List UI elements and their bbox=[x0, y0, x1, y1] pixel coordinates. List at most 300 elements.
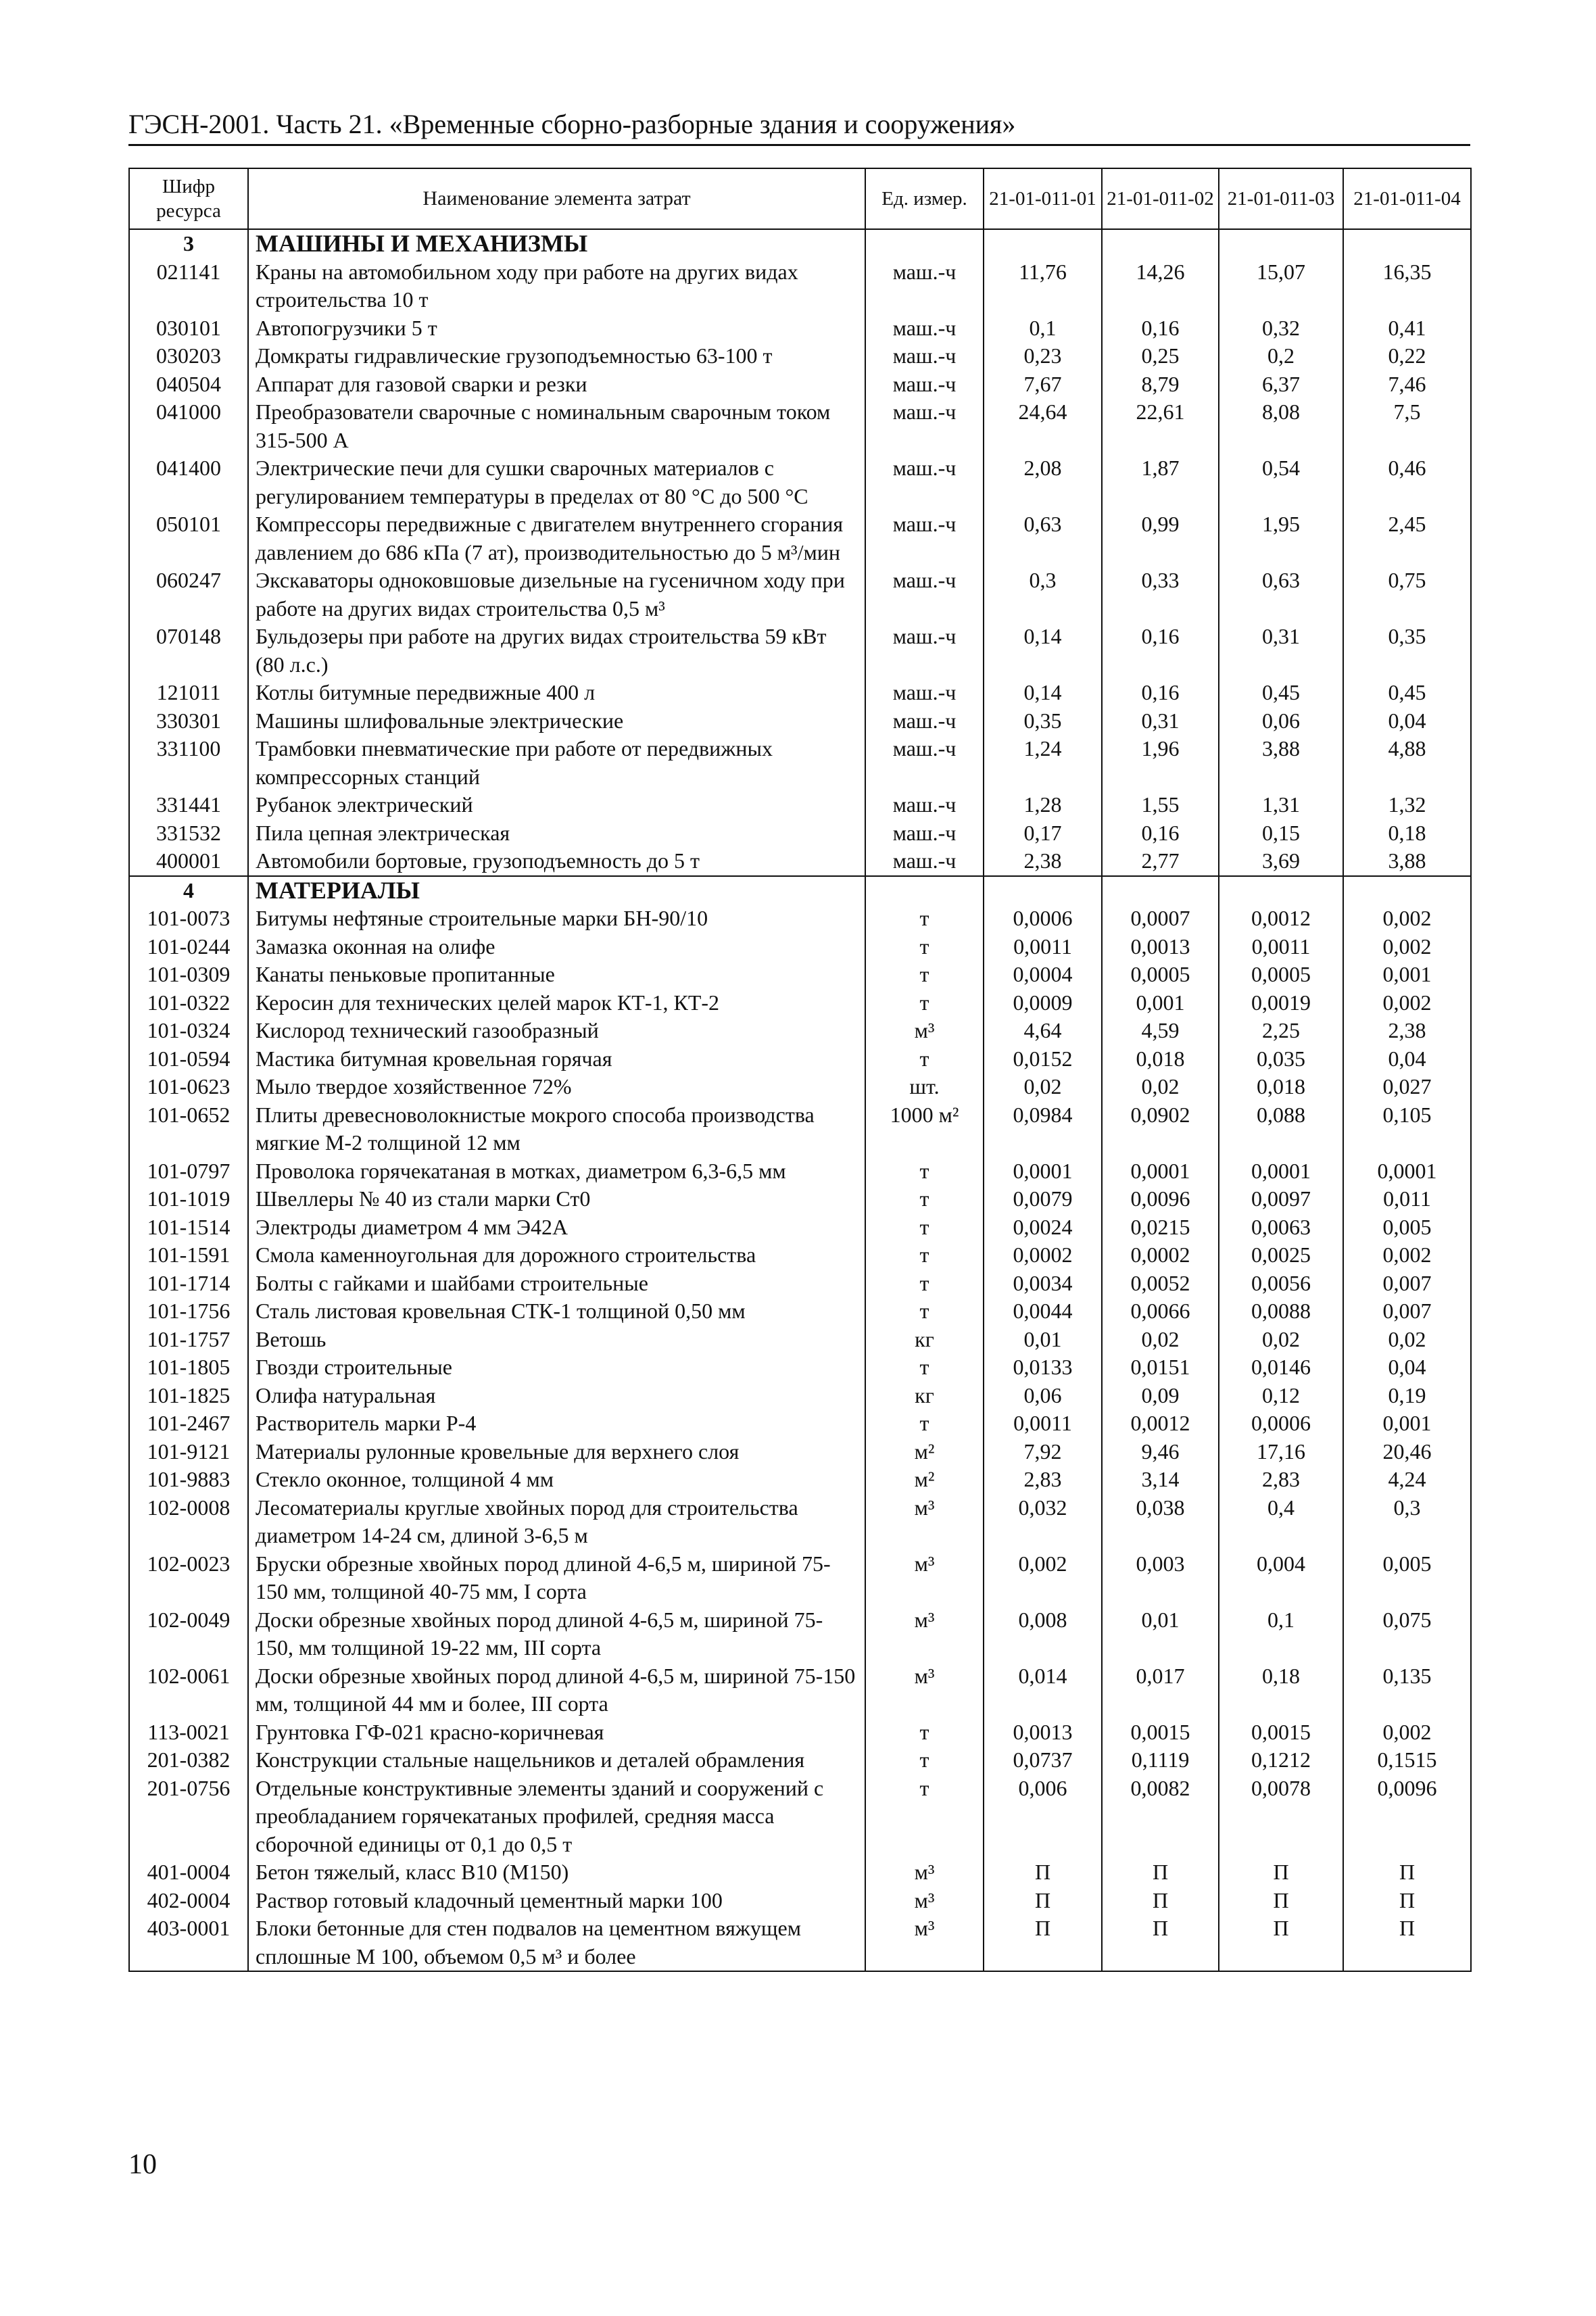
norm-value: 2,77 bbox=[1102, 847, 1219, 876]
norm-value: 0,007 bbox=[1343, 1297, 1471, 1326]
unit-cell: т bbox=[865, 933, 984, 961]
norm-value: 0,0007 bbox=[1102, 904, 1219, 933]
norm-value: 0,63 bbox=[1219, 566, 1343, 623]
column-header: 21-01-011-02 bbox=[1102, 168, 1219, 229]
resource-code: 101-1805 bbox=[129, 1353, 248, 1382]
table-row bbox=[129, 679, 1471, 707]
norm-value: 0,0002 bbox=[984, 1241, 1102, 1270]
norm-value: 0,006 bbox=[984, 1775, 1102, 1859]
unit-cell: м² bbox=[865, 1438, 984, 1466]
norm-value: 7,5 bbox=[1343, 398, 1471, 454]
resource-code: 050101 bbox=[129, 510, 248, 566]
norm-value: 0,06 bbox=[984, 1382, 1102, 1410]
column-header: 21-01-011-03 bbox=[1219, 168, 1343, 229]
norm-value: 0,018 bbox=[1219, 1073, 1343, 1101]
resource-code: 041400 bbox=[129, 454, 248, 510]
unit-cell: т bbox=[865, 1270, 984, 1298]
table-row bbox=[129, 398, 1471, 454]
resource-name: Доски обрезные хвойных пород длиной 4-6,5 м, шириной 75-150 мм, толщиной 44 мм и более, III сорта bbox=[248, 1662, 865, 1718]
resource-name: Мастика битумная кровельная горячая bbox=[248, 1045, 865, 1073]
norm-value: 0,99 bbox=[1102, 510, 1219, 566]
resource-code: 101-0309 bbox=[129, 961, 248, 989]
norm-value: 0,3 bbox=[984, 566, 1102, 623]
norm-value: 0,003 bbox=[1102, 1550, 1219, 1606]
page-number: 10 bbox=[128, 2149, 157, 2180]
resource-name: Компрессоры передвижные с двигателем внутреннего сгорания давлением до 686 кПа (7 ат), производительностью до 5 м³/мин bbox=[248, 510, 865, 566]
unit-cell: т bbox=[865, 1409, 984, 1438]
page-header bbox=[128, 108, 1470, 146]
table-row bbox=[129, 1326, 1471, 1354]
resource-name: Автопогрузчики 5 т bbox=[248, 314, 865, 343]
resource-code: 060247 bbox=[129, 566, 248, 623]
norm-value: 4,24 bbox=[1343, 1466, 1471, 1494]
table-row bbox=[129, 1213, 1471, 1242]
norm-value: 7,92 bbox=[984, 1438, 1102, 1466]
empty-cell bbox=[1102, 876, 1219, 905]
resource-code: 330301 bbox=[129, 707, 248, 735]
unit-cell: м³ bbox=[865, 1550, 984, 1606]
norm-value: 0,105 bbox=[1343, 1101, 1471, 1157]
norm-value: 22,61 bbox=[1102, 398, 1219, 454]
table-row bbox=[129, 1494, 1471, 1550]
unit-cell: т bbox=[865, 904, 984, 933]
norm-value: 0,16 bbox=[1102, 679, 1219, 707]
norm-value: 2,25 bbox=[1219, 1017, 1343, 1045]
table-row bbox=[129, 933, 1471, 961]
norm-value: 0,17 bbox=[984, 819, 1102, 848]
unit-cell: маш.-ч bbox=[865, 314, 984, 343]
norm-value: П bbox=[984, 1914, 1102, 1971]
norm-value: 1,28 bbox=[984, 791, 1102, 819]
norm-value: 0,075 bbox=[1343, 1606, 1471, 1662]
norm-value: 0,22 bbox=[1343, 342, 1471, 370]
resource-code: 113-0021 bbox=[129, 1718, 248, 1747]
norm-value: 0,02 bbox=[1102, 1073, 1219, 1101]
norm-value: 0,0012 bbox=[1102, 1409, 1219, 1438]
norm-value: 0,0004 bbox=[984, 961, 1102, 989]
norm-value: 6,37 bbox=[1219, 370, 1343, 399]
unit-cell: маш.-ч bbox=[865, 566, 984, 623]
norm-value: 0,12 bbox=[1219, 1382, 1343, 1410]
unit-cell: т bbox=[865, 1241, 984, 1270]
norm-value: 0,001 bbox=[1343, 1409, 1471, 1438]
table-row bbox=[129, 1914, 1471, 1971]
norm-value: 0,0013 bbox=[984, 1718, 1102, 1747]
norm-value: 0,0078 bbox=[1219, 1775, 1343, 1859]
resource-name: Автомобили бортовые, грузоподъемность до 5 т bbox=[248, 847, 865, 876]
table-row bbox=[129, 1746, 1471, 1775]
table-row bbox=[129, 510, 1471, 566]
norm-value: 0,0006 bbox=[1219, 1409, 1343, 1438]
norm-value: 0,0133 bbox=[984, 1353, 1102, 1382]
resource-code: 101-1825 bbox=[129, 1382, 248, 1410]
norm-value: 0,0001 bbox=[1102, 1157, 1219, 1186]
resource-name: Кислород технический газообразный bbox=[248, 1017, 865, 1045]
resource-code: 101-1514 bbox=[129, 1213, 248, 1242]
unit-cell: м³ bbox=[865, 1017, 984, 1045]
norm-value: 2,83 bbox=[984, 1466, 1102, 1494]
norm-value: 0,0082 bbox=[1102, 1775, 1219, 1859]
resource-name: Бетон тяжелый, класс В10 (М150) bbox=[248, 1858, 865, 1887]
resource-name: Смола каменноугольная для дорожного строительства bbox=[248, 1241, 865, 1270]
unit-cell: м³ bbox=[865, 1858, 984, 1887]
table-row bbox=[129, 819, 1471, 848]
norm-value: 0,23 bbox=[984, 342, 1102, 370]
resource-name: Трамбовки пневматические при работе от передвижных компрессорных станций bbox=[248, 735, 865, 791]
norm-value: 0,032 bbox=[984, 1494, 1102, 1550]
resource-name: Краны на автомобильном ходу при работе на других видах строительства 10 т bbox=[248, 258, 865, 314]
resource-code: 402-0004 bbox=[129, 1887, 248, 1915]
norm-value: 0,2 bbox=[1219, 342, 1343, 370]
resource-name: Пила цепная электрическая bbox=[248, 819, 865, 848]
resource-name: Грунтовка ГФ-021 красно-коричневая bbox=[248, 1718, 865, 1747]
section-title: МАТЕРИАЛЫ bbox=[248, 876, 865, 905]
norm-value: 0,18 bbox=[1219, 1662, 1343, 1718]
resource-code: 331532 bbox=[129, 819, 248, 848]
resource-code: 021141 bbox=[129, 258, 248, 314]
norm-value: 0,31 bbox=[1219, 623, 1343, 679]
norm-value: П bbox=[1219, 1887, 1343, 1915]
norm-value: 0,0006 bbox=[984, 904, 1102, 933]
norm-value: 0,0011 bbox=[984, 1409, 1102, 1438]
norm-value: 0,0088 bbox=[1219, 1297, 1343, 1326]
norm-value: 1,31 bbox=[1219, 791, 1343, 819]
empty-cell bbox=[1219, 876, 1343, 905]
norm-value: П bbox=[984, 1858, 1102, 1887]
norm-value: 0,35 bbox=[984, 707, 1102, 735]
norm-value: 0,005 bbox=[1343, 1213, 1471, 1242]
norm-value: 0,088 bbox=[1219, 1101, 1343, 1157]
unit-cell: маш.-ч bbox=[865, 623, 984, 679]
resource-name: Бульдозеры при работе на других видах строительства 59 кВт (80 л.с.) bbox=[248, 623, 865, 679]
unit-cell: т bbox=[865, 1045, 984, 1073]
norm-value: 4,59 bbox=[1102, 1017, 1219, 1045]
resource-code: 070148 bbox=[129, 623, 248, 679]
norm-value: 0,002 bbox=[1343, 904, 1471, 933]
unit-cell: маш.-ч bbox=[865, 791, 984, 819]
resource-name: Экскаваторы одноковшовые дизельные на гусеничном ходу при работе на других видах строительства 0,5 м³ bbox=[248, 566, 865, 623]
table-row bbox=[129, 961, 1471, 989]
unit-cell: т bbox=[865, 989, 984, 1017]
norm-value: 0,33 bbox=[1102, 566, 1219, 623]
unit-cell: м² bbox=[865, 1466, 984, 1494]
empty-cell bbox=[865, 229, 984, 258]
norm-value: 0,0146 bbox=[1219, 1353, 1343, 1382]
table-row bbox=[129, 735, 1471, 791]
norm-value: 0,0737 bbox=[984, 1746, 1102, 1775]
empty-cell bbox=[865, 876, 984, 905]
resource-name: Мыло твердое хозяйственное 72% bbox=[248, 1073, 865, 1101]
unit-cell: маш.-ч bbox=[865, 735, 984, 791]
norm-value: 3,69 bbox=[1219, 847, 1343, 876]
norm-value: 0,15 bbox=[1219, 819, 1343, 848]
norm-value: 0,1515 bbox=[1343, 1746, 1471, 1775]
table-row bbox=[129, 342, 1471, 370]
norm-value: 0,0015 bbox=[1219, 1718, 1343, 1747]
norm-value: 0,0025 bbox=[1219, 1241, 1343, 1270]
unit-cell: т bbox=[865, 1297, 984, 1326]
unit-cell: маш.-ч bbox=[865, 342, 984, 370]
unit-cell: маш.-ч bbox=[865, 258, 984, 314]
empty-cell bbox=[1343, 876, 1471, 905]
norm-value: 0,011 bbox=[1343, 1185, 1471, 1213]
page-header-title: ГЭСН-2001. Часть 21. «Временные сборно-разборные здания и сооружения» bbox=[128, 109, 1016, 139]
norm-value: 0,0096 bbox=[1343, 1775, 1471, 1859]
norm-value: 0,018 bbox=[1102, 1045, 1219, 1073]
resource-name: Стекло оконное, толщиной 4 мм bbox=[248, 1466, 865, 1494]
table-row bbox=[129, 1017, 1471, 1045]
norm-value: 0,002 bbox=[1343, 989, 1471, 1017]
table-row bbox=[129, 1270, 1471, 1298]
norm-value: 2,83 bbox=[1219, 1466, 1343, 1494]
resource-name: Канаты пеньковые пропитанные bbox=[248, 961, 865, 989]
resource-name: Доски обрезные хвойных пород длиной 4-6,5 м, шириной 75-150, мм толщиной 19-22 мм, III сорта bbox=[248, 1606, 865, 1662]
norm-value: 0,0063 bbox=[1219, 1213, 1343, 1242]
table-row bbox=[129, 1718, 1471, 1747]
norm-value: 0,0015 bbox=[1102, 1718, 1219, 1747]
table-row bbox=[129, 1438, 1471, 1466]
unit-cell: т bbox=[865, 961, 984, 989]
table-row bbox=[129, 1858, 1471, 1887]
norm-value: 0,54 bbox=[1219, 454, 1343, 510]
norm-value: 0,0012 bbox=[1219, 904, 1343, 933]
unit-cell: кг bbox=[865, 1326, 984, 1354]
unit-cell: т bbox=[865, 1718, 984, 1747]
norm-value: 0,001 bbox=[1102, 989, 1219, 1017]
table-row bbox=[129, 1045, 1471, 1073]
resource-code: 101-0797 bbox=[129, 1157, 248, 1186]
unit-cell: маш.-ч bbox=[865, 370, 984, 399]
norm-value: 0,02 bbox=[1219, 1326, 1343, 1354]
unit-cell: маш.-ч bbox=[865, 679, 984, 707]
norm-value: 0,014 bbox=[984, 1662, 1102, 1718]
unit-cell: м³ bbox=[865, 1606, 984, 1662]
norm-value: 3,88 bbox=[1343, 847, 1471, 876]
norm-value: 0,4 bbox=[1219, 1494, 1343, 1550]
norm-value: 0,06 bbox=[1219, 707, 1343, 735]
unit-cell: т bbox=[865, 1353, 984, 1382]
table-row bbox=[129, 791, 1471, 819]
norm-value: 0,01 bbox=[984, 1326, 1102, 1354]
resource-table bbox=[128, 168, 1472, 1972]
resource-code: 101-1591 bbox=[129, 1241, 248, 1270]
resource-name: Электроды диаметром 4 мм Э42А bbox=[248, 1213, 865, 1242]
norm-value: 24,64 bbox=[984, 398, 1102, 454]
norm-value: 16,35 bbox=[1343, 258, 1471, 314]
section-number: 3 bbox=[129, 229, 248, 258]
norm-value: 7,67 bbox=[984, 370, 1102, 399]
norm-value: 9,46 bbox=[1102, 1438, 1219, 1466]
resource-code: 101-9883 bbox=[129, 1466, 248, 1494]
norm-value: 1,32 bbox=[1343, 791, 1471, 819]
norm-value: 20,46 bbox=[1343, 1438, 1471, 1466]
norm-value: 0,0215 bbox=[1102, 1213, 1219, 1242]
norm-value: 0,035 bbox=[1219, 1045, 1343, 1073]
resource-code: 101-9121 bbox=[129, 1438, 248, 1466]
resource-name: Бруски обрезные хвойных пород длиной 4-6,5 м, шириной 75-150 мм, толщиной 40-75 мм, I сорта bbox=[248, 1550, 865, 1606]
column-header: Шифр ресурса bbox=[129, 168, 248, 229]
resource-name: Гвозди строительные bbox=[248, 1353, 865, 1382]
table-row bbox=[129, 1382, 1471, 1410]
unit-cell: маш.-ч bbox=[865, 398, 984, 454]
norm-value: 0,41 bbox=[1343, 314, 1471, 343]
norm-value: 0,027 bbox=[1343, 1073, 1471, 1101]
column-header: Ед. измер. bbox=[865, 168, 984, 229]
norm-value: 0,001 bbox=[1343, 961, 1471, 989]
empty-cell bbox=[1102, 229, 1219, 258]
norm-value: 2,08 bbox=[984, 454, 1102, 510]
norm-value: 1,96 bbox=[1102, 735, 1219, 791]
resource-name: Рубанок электрический bbox=[248, 791, 865, 819]
norm-value: 0,32 bbox=[1219, 314, 1343, 343]
norm-value: 0,008 bbox=[984, 1606, 1102, 1662]
norm-value: 0,1 bbox=[984, 314, 1102, 343]
norm-value: 2,38 bbox=[1343, 1017, 1471, 1045]
norm-value: 0,007 bbox=[1343, 1270, 1471, 1298]
table-row bbox=[129, 258, 1471, 314]
resource-name: Проволока горячекатаная в мотках, диаметром 6,3-6,5 мм bbox=[248, 1157, 865, 1186]
resource-name: Преобразователи сварочные с номинальным сварочным током 315-500 А bbox=[248, 398, 865, 454]
norm-value: 0,002 bbox=[1343, 933, 1471, 961]
norm-value: 17,16 bbox=[1219, 1438, 1343, 1466]
norm-value: 0,135 bbox=[1343, 1662, 1471, 1718]
norm-value: 1,95 bbox=[1219, 510, 1343, 566]
section-number: 4 bbox=[129, 876, 248, 905]
norm-value: 0,45 bbox=[1219, 679, 1343, 707]
norm-value: 1,87 bbox=[1102, 454, 1219, 510]
resource-name: Керосин для технических целей марок КТ-1, КТ-2 bbox=[248, 989, 865, 1017]
unit-cell: маш.-ч bbox=[865, 819, 984, 848]
norm-value: 0,0005 bbox=[1219, 961, 1343, 989]
unit-cell: м³ bbox=[865, 1494, 984, 1550]
norm-value: 0,0034 bbox=[984, 1270, 1102, 1298]
resource-code: 101-0324 bbox=[129, 1017, 248, 1045]
table-row bbox=[129, 847, 1471, 876]
resource-name: Плиты древесноволокнистые мокрого способа производства мягкие М-2 толщиной 12 мм bbox=[248, 1101, 865, 1157]
table-row bbox=[129, 1775, 1471, 1859]
resource-code: 101-0594 bbox=[129, 1045, 248, 1073]
table-row bbox=[129, 904, 1471, 933]
resource-code: 201-0756 bbox=[129, 1775, 248, 1859]
norm-value: 0,45 bbox=[1343, 679, 1471, 707]
unit-cell: кг bbox=[865, 1382, 984, 1410]
norm-value: 3,88 bbox=[1219, 735, 1343, 791]
norm-value: 0,46 bbox=[1343, 454, 1471, 510]
resource-code: 041000 bbox=[129, 398, 248, 454]
table-row bbox=[129, 1073, 1471, 1101]
resource-code: 102-0049 bbox=[129, 1606, 248, 1662]
norm-value: П bbox=[1343, 1887, 1471, 1915]
resource-name: Котлы битумные передвижные 400 л bbox=[248, 679, 865, 707]
resource-code: 101-0623 bbox=[129, 1073, 248, 1101]
table-row bbox=[129, 1606, 1471, 1662]
table-row bbox=[129, 707, 1471, 735]
unit-cell: шт. bbox=[865, 1073, 984, 1101]
norm-value: П bbox=[1219, 1914, 1343, 1971]
norm-value: 0,01 bbox=[1102, 1606, 1219, 1662]
table-row bbox=[129, 1353, 1471, 1382]
resource-name: Блоки бетонные для стен подвалов на цементном вяжущем сплошные М 100, объемом 0,5 м³ и более bbox=[248, 1914, 865, 1971]
resource-name: Лесоматериалы круглые хвойных пород для строительства диаметром 14-24 см, длиной 3-6,5 м bbox=[248, 1494, 865, 1550]
resource-name: Сталь листовая кровельная СТК-1 толщиной 0,50 мм bbox=[248, 1297, 865, 1326]
norm-value: 0,0019 bbox=[1219, 989, 1343, 1017]
resource-code: 403-0001 bbox=[129, 1914, 248, 1971]
norm-value: 0,0079 bbox=[984, 1185, 1102, 1213]
norm-value: 0,1212 bbox=[1219, 1746, 1343, 1775]
norm-value: 0,0097 bbox=[1219, 1185, 1343, 1213]
unit-cell: м³ bbox=[865, 1914, 984, 1971]
unit-cell: т bbox=[865, 1185, 984, 1213]
table-row bbox=[129, 1466, 1471, 1494]
norm-value: 0,0052 bbox=[1102, 1270, 1219, 1298]
norm-value: 0,35 bbox=[1343, 623, 1471, 679]
norm-value: 11,76 bbox=[984, 258, 1102, 314]
norm-value: П bbox=[1102, 1887, 1219, 1915]
norm-value: 0,14 bbox=[984, 679, 1102, 707]
norm-value: 2,38 bbox=[984, 847, 1102, 876]
norm-value: 0,75 bbox=[1343, 566, 1471, 623]
norm-value: П bbox=[1102, 1858, 1219, 1887]
resource-name: Домкраты гидравлические грузоподъемностью 63-100 т bbox=[248, 342, 865, 370]
section-header-row bbox=[129, 876, 1471, 905]
empty-cell bbox=[1343, 229, 1471, 258]
empty-cell bbox=[984, 229, 1102, 258]
unit-cell: 1000 м² bbox=[865, 1101, 984, 1157]
column-header: Наименование элемента затрат bbox=[248, 168, 865, 229]
unit-cell: т bbox=[865, 1775, 984, 1859]
resource-name: Электрические печи для сушки сварочных материалов с регулированием температуры в пределах от 80 °С до 500 °С bbox=[248, 454, 865, 510]
table-row bbox=[129, 454, 1471, 510]
norm-value: 0,004 bbox=[1219, 1550, 1343, 1606]
norm-value: 0,63 bbox=[984, 510, 1102, 566]
resource-code: 101-1714 bbox=[129, 1270, 248, 1298]
resource-code: 101-0073 bbox=[129, 904, 248, 933]
table-row bbox=[129, 1241, 1471, 1270]
norm-value: 0,1119 bbox=[1102, 1746, 1219, 1775]
resource-code: 030203 bbox=[129, 342, 248, 370]
norm-value: 15,07 bbox=[1219, 258, 1343, 314]
unit-cell: маш.-ч bbox=[865, 454, 984, 510]
resource-code: 331441 bbox=[129, 791, 248, 819]
table-row bbox=[129, 1409, 1471, 1438]
norm-value: 0,02 bbox=[1102, 1326, 1219, 1354]
resource-code: 040504 bbox=[129, 370, 248, 399]
table-header-row bbox=[129, 168, 1471, 229]
norm-value: 0,0013 bbox=[1102, 933, 1219, 961]
norm-value: 0,038 bbox=[1102, 1494, 1219, 1550]
resource-name: Болты с гайками и шайбами строительные bbox=[248, 1270, 865, 1298]
resource-name: Ветошь bbox=[248, 1326, 865, 1354]
resource-name: Отдельные конструктивные элементы зданий и сооружений с преобладанием горячекатаных профилей, средняя масса сборочной единицы от 0,1 до 0,5 т bbox=[248, 1775, 865, 1859]
norm-value: 0,002 bbox=[1343, 1718, 1471, 1747]
resource-code: 102-0008 bbox=[129, 1494, 248, 1550]
norm-value: 8,79 bbox=[1102, 370, 1219, 399]
norm-value: 0,0096 bbox=[1102, 1185, 1219, 1213]
norm-value: 0,04 bbox=[1343, 1045, 1471, 1073]
resource-name: Аппарат для газовой сварки и резки bbox=[248, 370, 865, 399]
norm-value: 0,0002 bbox=[1102, 1241, 1219, 1270]
table-row bbox=[129, 1662, 1471, 1718]
norm-value: 0,0001 bbox=[1219, 1157, 1343, 1186]
resource-code: 102-0061 bbox=[129, 1662, 248, 1718]
unit-cell: м³ bbox=[865, 1662, 984, 1718]
norm-value: 3,14 bbox=[1102, 1466, 1219, 1494]
norm-value: 0,0024 bbox=[984, 1213, 1102, 1242]
table-row bbox=[129, 989, 1471, 1017]
resource-code: 331100 bbox=[129, 735, 248, 791]
table-row bbox=[129, 370, 1471, 399]
resource-code: 101-0244 bbox=[129, 933, 248, 961]
